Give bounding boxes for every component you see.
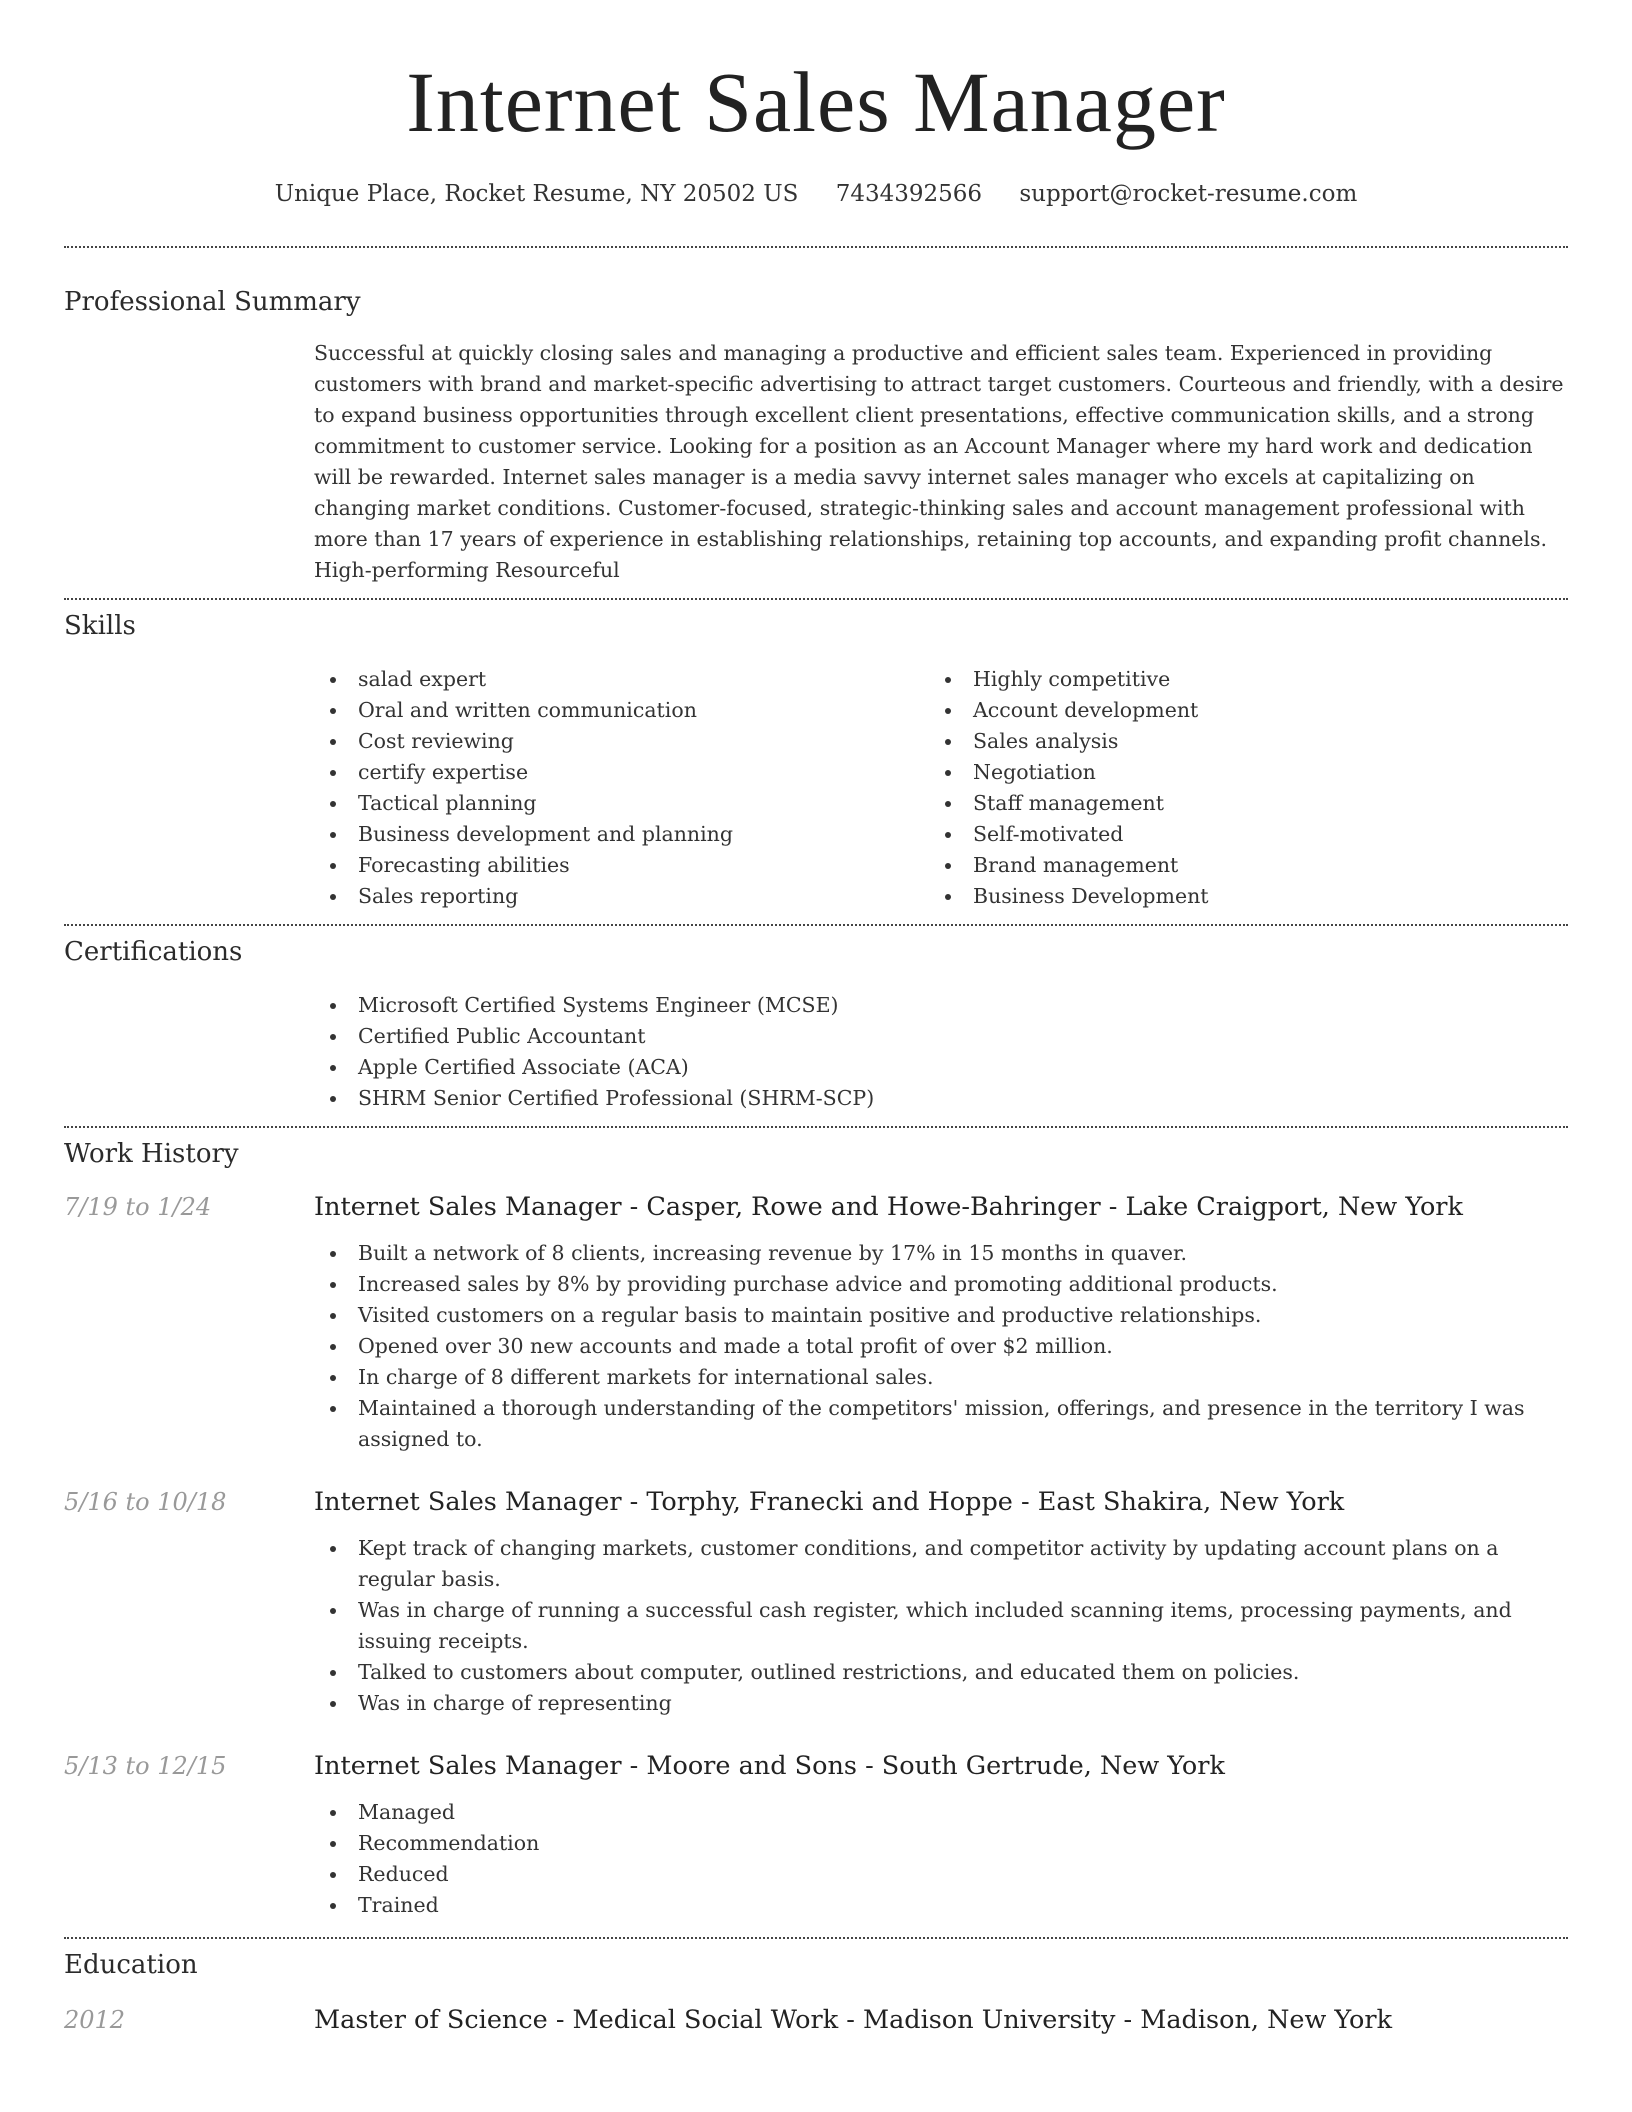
list-item: Staff management [929,788,1544,819]
list-item: Was in charge of representing [314,1688,1568,1719]
education-degree: Master of Science - Medical Social Work - Madison University - Madison, New York [314,2005,1393,2035]
candidate-name: Internet Sales Manager [406,54,1226,150]
job-entry [64,1749,1568,1921]
list-item: SHRM Senior Certified Professional (SHRM-SCP) [314,1083,1568,1114]
job-date: 5/16 to 10/18 [64,1488,227,1516]
list-item: Recommendation [314,1828,1568,1859]
list-item: Tactical planning [314,788,929,819]
list-item: Sales reporting [314,881,929,912]
summary-section [64,248,1568,598]
certifications-title: Certifications [64,937,243,967]
list-item: Managed [314,1797,1568,1828]
list-item: certify expertise [314,757,929,788]
list-item: Visited customers on a regular basis to maintain positive and productive relationships. [314,1300,1568,1331]
work-history-title: Work History [64,1139,239,1169]
resume-header [64,0,1568,212]
job-title: Internet Sales Manager - Moore and Sons - South Gertrude, New York [314,1751,1225,1781]
contact-phone: 7434392566 [835,181,983,207]
skills-title: Skills [64,611,136,641]
list-item: Trained [314,1890,1568,1921]
list-item: Was in charge of running a successful cash register, which included scanning items, processing payments, and issuing receipts. [314,1595,1568,1657]
education-entry [64,2003,1568,2051]
list-item: Business development and planning [314,819,929,850]
skills-columns [314,664,1568,912]
list-item: salad expert [314,664,929,695]
education-title: Education [64,1950,198,1980]
skills-section [64,600,1568,924]
list-item: Brand management [929,850,1544,881]
job-bullets [314,1238,1568,1455]
skills-list-left [314,664,929,912]
list-item: Self-motivated [929,819,1544,850]
list-item: Certified Public Accountant [314,1021,1568,1052]
list-item: Highly competitive [929,664,1544,695]
list-item: Sales analysis [929,726,1544,757]
job-entry [64,1190,1568,1455]
list-item: In charge of 8 different markets for international sales. [314,1362,1568,1393]
list-item: Microsoft Certified Systems Engineer (MCSE) [314,990,1568,1021]
list-item: Increased sales by 8% by providing purchase advice and promoting additional products. [314,1269,1568,1300]
work-history-section [64,1128,1568,1921]
skills-list-right [929,664,1544,912]
contact-line [64,176,1568,212]
summary-text: Successful at quickly closing sales and managing a productive and efficient sales team. Experienced in providing customers with brand and market-specific advertising to attract target customers. Courteous and friendly, with a desire to expand business opportunities through excellent client presentations, effective communication skills, and a strong commitment to customer service. Looking for a position as an Account Manager where my hard work and dedication will be rewarded. Internet sales manager is a media savvy internet sales manager who excels at capitalizing on changing market conditions. Customer-focused, strategic-thinking sales and account management professional with more than 17 years of experience in establishing relationships, retaining top accounts, and expanding profit channels. High-performing Resourceful [314,341,1564,582]
job-title: Internet Sales Manager - Casper, Rowe and Howe-Bahringer - Lake Craigport, New York [314,1192,1463,1222]
contact-address: Unique Place, Rocket Resume, NY 20502 US [274,181,799,207]
list-item: Reduced [314,1859,1568,1890]
job-date: 7/19 to 1/24 [64,1193,212,1221]
list-item: Forecasting abilities [314,850,929,881]
job-bullets [314,1797,1568,1921]
job-date: 5/13 to 12/15 [64,1752,227,1780]
job-bullets [314,1533,1568,1719]
list-item: Talked to customers about computer, outlined restrictions, and educated them on policies. [314,1657,1568,1688]
list-item: Maintained a thorough understanding of the competitors' mission, offerings, and presence in the territory I was assigned to. [314,1393,1568,1455]
education-date: 2012 [64,2006,126,2034]
list-item: Negotiation [929,757,1544,788]
list-item: Opened over 30 new accounts and made a total profit of over $2 million. [314,1331,1568,1362]
certifications-list [314,990,1568,1114]
list-item: Business Development [929,881,1544,912]
education-section [64,1939,1568,2051]
list-item: Account development [929,695,1544,726]
certifications-section [64,926,1568,1126]
list-item: Oral and written communication [314,695,929,726]
summary-title: Professional Summary [64,287,361,317]
list-item: Cost reviewing [314,726,929,757]
list-item: Apple Certified Associate (ACA) [314,1052,1568,1083]
list-item: Built a network of 8 clients, increasing revenue by 17% in 15 months in quaver. [314,1238,1568,1269]
contact-email: support@rocket-resume.com [1019,181,1358,207]
list-item: Kept track of changing markets, customer conditions, and competitor activity by updating account plans on a regular basis. [314,1533,1568,1595]
job-entry [64,1485,1568,1719]
job-title: Internet Sales Manager - Torphy, Franecki and Hoppe - East Shakira, New York [314,1487,1345,1517]
